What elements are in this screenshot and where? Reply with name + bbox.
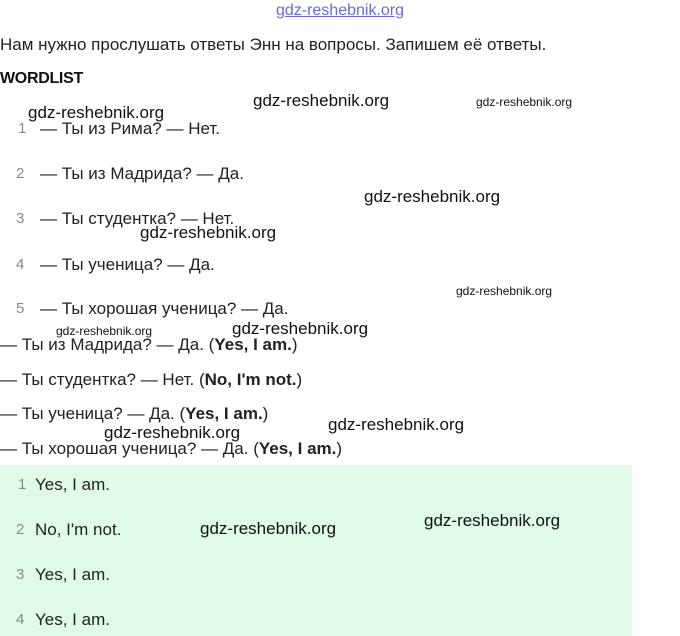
dialog-answer-text: — Ты из Мадрида? — Да. ( xyxy=(0,335,215,354)
question-text: — Ты студентка? — Нет. xyxy=(40,209,235,228)
question-text: — Ты из Рима? — Нет. xyxy=(40,119,220,138)
question-item xyxy=(16,210,24,228)
question-item xyxy=(16,165,24,183)
answer-text: No, I'm not. xyxy=(35,520,122,539)
answer-number: 1 xyxy=(18,476,27,493)
answer-text: Yes, I am. xyxy=(35,610,110,629)
intro-text: Нам нужно прослушать ответы Энн на вопросы. Запишем её ответы. xyxy=(0,35,547,54)
dialog-answer-close: ) xyxy=(296,370,303,389)
watermark: gdz-reshebnik.org xyxy=(328,415,465,434)
question-text: — Ты ученица? — Да. xyxy=(40,255,215,274)
dialog-answer-close: ) xyxy=(262,404,269,423)
question-number: 3 xyxy=(16,210,25,227)
watermark: gdz-reshebnik.org xyxy=(364,187,501,206)
watermark: gdz-reshebnik.org xyxy=(476,95,573,109)
answer-number: 3 xyxy=(16,566,25,583)
dialog-answer-bold: Yes, I am. xyxy=(214,335,292,354)
dialog-answer-close: ) xyxy=(336,439,343,458)
watermark: gdz-reshebnik.org xyxy=(56,324,153,338)
answer-number: 4 xyxy=(16,611,25,628)
dialog-answer-bold: Yes, I am. xyxy=(258,439,337,458)
question-number: 1 xyxy=(18,120,27,137)
wordlist-heading: WORDLIST xyxy=(0,70,83,87)
dialog-answer-text: — Ты хорошая ученица? — Да. ( xyxy=(0,439,259,458)
watermark: gdz-reshebnik.org xyxy=(200,519,337,538)
dialog-answer-text: — Ты студентка? — Нет. ( xyxy=(0,370,205,389)
watermark: gdz-reshebnik.org xyxy=(253,91,390,110)
watermark: gdz-reshebnik.org xyxy=(140,223,277,242)
question-number: 5 xyxy=(16,300,25,317)
question-number: 4 xyxy=(16,256,25,273)
dialog-answer xyxy=(0,370,302,390)
question-number: 2 xyxy=(16,165,25,182)
watermark: gdz-reshebnik.org xyxy=(456,284,553,298)
question-item xyxy=(16,300,24,318)
answers-box xyxy=(0,465,632,636)
dialog-answer xyxy=(0,404,268,424)
question-item xyxy=(18,120,26,138)
site-link[interactable]: gdz-reshebnik.org xyxy=(275,2,405,19)
dialog-answer-close: ) xyxy=(291,335,298,354)
question-text: — Ты из Мадрида? — Да. xyxy=(40,164,244,183)
dialog-answer-bold: Yes, I am. xyxy=(185,404,263,423)
question-text: — Ты хорошая ученица? — Да. xyxy=(40,299,289,318)
watermark: gdz-reshebnik.org xyxy=(104,423,241,442)
answer-text: Yes, I am. xyxy=(35,565,110,584)
dialog-answer-bold: No, I'm not. xyxy=(204,370,297,389)
answer-number: 2 xyxy=(16,521,25,538)
dialog-answer-text: — Ты ученица? — Да. ( xyxy=(0,404,186,423)
watermark: gdz-reshebnik.org xyxy=(424,511,561,530)
watermark: gdz-reshebnik.org xyxy=(232,319,369,338)
watermark: gdz-reshebnik.org xyxy=(28,103,165,122)
question-item xyxy=(16,256,24,274)
answer-text: Yes, I am. xyxy=(35,475,110,494)
